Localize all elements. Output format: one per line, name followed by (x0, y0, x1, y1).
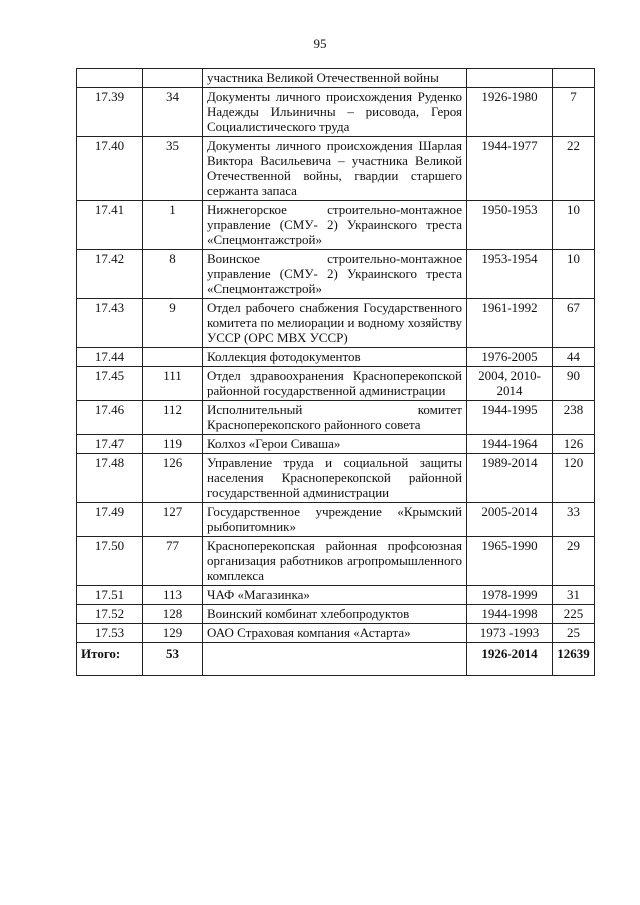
table-row (77, 503, 595, 537)
table-row (77, 201, 595, 250)
cell-count: 10 (553, 201, 595, 250)
table-row (77, 367, 595, 401)
table-row (77, 537, 595, 586)
cell-name: Колхоз «Герои Сиваша» (203, 435, 467, 454)
table-row (77, 137, 595, 201)
archive-fonds-table (76, 68, 595, 676)
total-fond: 53 (143, 643, 203, 676)
cell-years: 1944-1964 (467, 435, 553, 454)
cell-name: Отдел здравоохранения Красноперекопской районной государственной администрации (203, 367, 467, 401)
cell-years: 1944-1995 (467, 401, 553, 435)
table-row (77, 299, 595, 348)
table-row (77, 454, 595, 503)
cell-fond: 127 (143, 503, 203, 537)
cell-fond: 129 (143, 624, 203, 643)
cell-count: 238 (553, 401, 595, 435)
cell-num (77, 69, 143, 88)
cell-years: 1965-1990 (467, 537, 553, 586)
cell-years: 1976-2005 (467, 348, 553, 367)
cell-name: Исполнительный комитет Красноперекопского районного совета (203, 401, 467, 435)
cell-count: 225 (553, 605, 595, 624)
cell-count: 22 (553, 137, 595, 201)
cell-num: 17.44 (77, 348, 143, 367)
cell-count: 33 (553, 503, 595, 537)
cell-years: 1944-1977 (467, 137, 553, 201)
cell-name: Воинский комбинат хлебопродуктов (203, 605, 467, 624)
table-row (77, 69, 595, 88)
cell-fond: 113 (143, 586, 203, 605)
cell-count: 67 (553, 299, 595, 348)
cell-name: Нижнегорское строительно-монтажное управление (СМУ- 2) Украинского треста «Спецмонтажстрой» (203, 201, 467, 250)
cell-fond: 35 (143, 137, 203, 201)
cell-num: 17.40 (77, 137, 143, 201)
total-label: Итого: (77, 643, 143, 676)
table-row (77, 348, 595, 367)
cell-name: Коллекция фотодокументов (203, 348, 467, 367)
table-row (77, 624, 595, 643)
cell-fond: 77 (143, 537, 203, 586)
cell-name: участника Великой Отечественной войны (203, 69, 467, 88)
total-name (203, 643, 467, 676)
cell-name: ЧАФ «Магазинка» (203, 586, 467, 605)
cell-years: 1950-1953 (467, 201, 553, 250)
cell-fond: 111 (143, 367, 203, 401)
cell-count: 126 (553, 435, 595, 454)
cell-years: 1989-2014 (467, 454, 553, 503)
cell-name: ОАО Страховая компания «Астарта» (203, 624, 467, 643)
cell-years: 1926-1980 (467, 88, 553, 137)
table-row (77, 586, 595, 605)
cell-years (467, 69, 553, 88)
cell-fond: 119 (143, 435, 203, 454)
total-years: 1926-2014 (467, 643, 553, 676)
cell-count (553, 69, 595, 88)
cell-count: 29 (553, 537, 595, 586)
table-row (77, 605, 595, 624)
cell-fond: 112 (143, 401, 203, 435)
cell-num: 17.46 (77, 401, 143, 435)
cell-name: Документы личного происхождения Руденко Надежды Ильиничны – рисовода, Героя Социалистического труда (203, 88, 467, 137)
table-row (77, 435, 595, 454)
cell-count: 90 (553, 367, 595, 401)
cell-fond: 34 (143, 88, 203, 137)
cell-num: 17.51 (77, 586, 143, 605)
cell-num: 17.42 (77, 250, 143, 299)
cell-num: 17.48 (77, 454, 143, 503)
cell-fond: 9 (143, 299, 203, 348)
cell-name: Красноперекопская районная профсоюзная организация работников агропромышленного комплекса (203, 537, 467, 586)
cell-name: Отдел рабочего снабжения Государственного комитета по мелиорации и водному хозяйству УССР (ОРС МВХ УССР) (203, 299, 467, 348)
cell-num: 17.52 (77, 605, 143, 624)
cell-years: 1961-1992 (467, 299, 553, 348)
cell-count: 120 (553, 454, 595, 503)
cell-fond: 1 (143, 201, 203, 250)
table-body (77, 69, 595, 676)
cell-years: 1978-1999 (467, 586, 553, 605)
cell-years: 2004, 2010-2014 (467, 367, 553, 401)
cell-num: 17.39 (77, 88, 143, 137)
cell-fond: 128 (143, 605, 203, 624)
cell-years: 1953-1954 (467, 250, 553, 299)
cell-count: 25 (553, 624, 595, 643)
cell-years: 2005-2014 (467, 503, 553, 537)
total-count: 12639 (553, 643, 595, 676)
cell-num: 17.50 (77, 537, 143, 586)
cell-name: Документы личного происхождения Шарлая Виктора Васильевича – участника Великой Отечественной войны, гвардии старшего сержанта запаса (203, 137, 467, 201)
cell-num: 17.43 (77, 299, 143, 348)
cell-count: 7 (553, 88, 595, 137)
cell-count: 10 (553, 250, 595, 299)
cell-num: 17.49 (77, 503, 143, 537)
cell-count: 44 (553, 348, 595, 367)
cell-fond (143, 69, 203, 88)
cell-fond: 126 (143, 454, 203, 503)
total-row (77, 643, 595, 676)
cell-num: 17.53 (77, 624, 143, 643)
table-row (77, 250, 595, 299)
cell-fond (143, 348, 203, 367)
cell-name: Государственное учреждение «Крымский рыбопитомник» (203, 503, 467, 537)
cell-fond: 8 (143, 250, 203, 299)
table-row (77, 401, 595, 435)
cell-name: Воинское строительно-монтажное управление (СМУ- 2) Украинского треста «Спецмонтажстрой» (203, 250, 467, 299)
cell-years: 1973 -1993 (467, 624, 553, 643)
cell-num: 17.47 (77, 435, 143, 454)
page-number: 95 (313, 36, 327, 51)
table-row (77, 88, 595, 137)
cell-years: 1944-1998 (467, 605, 553, 624)
cell-num: 17.41 (77, 201, 143, 250)
cell-name: Управление труда и социальной защиты населения Красноперекопской районной государственной администрации (203, 454, 467, 503)
cell-count: 31 (553, 586, 595, 605)
cell-num: 17.45 (77, 367, 143, 401)
